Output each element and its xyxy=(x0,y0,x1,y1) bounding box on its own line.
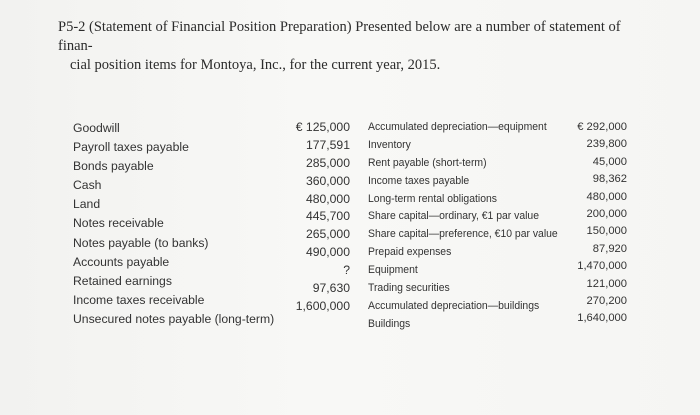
item-label: Equipment xyxy=(368,264,418,277)
left-item-labels xyxy=(73,119,274,329)
item-value: 270,200 xyxy=(586,294,627,307)
item-label: Long-term rental obligations xyxy=(368,192,497,205)
item-value: 87,920 xyxy=(592,242,627,255)
item-label: Trading securities xyxy=(368,282,450,295)
item-value: 98,362 xyxy=(592,173,627,186)
problem-text-line-1: Presented below are a number of statement of finan- xyxy=(58,19,621,54)
item-value: 445,700 xyxy=(305,209,350,224)
item-label: Unsecured notes payable (long-term) xyxy=(73,311,275,326)
left-item-values xyxy=(268,119,350,316)
problem-text-line-2: cial position items for Montoya, Inc., for the current year, 2015. xyxy=(70,57,441,73)
item-label: Rent payable (short-term) xyxy=(368,156,487,169)
item-value: 1,640,000 xyxy=(577,312,627,325)
item-label: Accumulated depreciation—equipment xyxy=(368,121,547,133)
item-value: 490,000 xyxy=(305,245,350,260)
item-label: Notes payable (to banks) xyxy=(73,235,209,250)
problem-title: (Statement of Financial Position Preparation) xyxy=(89,19,352,35)
item-value: 239,800 xyxy=(586,138,627,151)
item-value: 121,000 xyxy=(586,277,627,290)
item-value: 177,591 xyxy=(305,137,350,152)
problem-statement xyxy=(58,18,658,75)
item-label: Buildings xyxy=(368,317,411,330)
item-value: € 125,000 xyxy=(295,120,350,134)
item-value: 150,000 xyxy=(586,225,627,238)
item-value: ? xyxy=(343,263,350,278)
item-label: Goodwill xyxy=(73,121,120,135)
item-label: Land xyxy=(73,197,101,212)
item-label: Retained earnings xyxy=(73,273,172,288)
item-label: Prepaid expenses xyxy=(368,246,452,259)
item-value: 360,000 xyxy=(305,173,350,188)
item-value: 285,000 xyxy=(305,155,350,170)
item-value: 1,600,000 xyxy=(295,298,350,313)
item-value: 480,000 xyxy=(305,191,350,206)
item-label: Bonds payable xyxy=(73,159,154,174)
right-item-values xyxy=(555,119,627,328)
item-value: 45,000 xyxy=(592,155,627,168)
item-label: Notes receivable xyxy=(73,216,164,231)
problem-id: P5-2 xyxy=(58,19,86,35)
item-label: Income taxes receivable xyxy=(73,292,205,307)
item-value: 97,630 xyxy=(312,281,350,296)
item-label: Payroll taxes payable xyxy=(73,140,189,155)
item-value: 200,000 xyxy=(586,207,627,220)
item-label: Share capital—preference, €10 par value xyxy=(368,228,558,241)
item-label: Share capital—ordinary, €1 par value xyxy=(368,210,540,223)
item-value: 265,000 xyxy=(305,227,350,242)
item-value: 480,000 xyxy=(586,190,627,203)
right-item-labels xyxy=(368,119,558,334)
item-label: Cash xyxy=(73,178,102,193)
item-label: Accumulated depreciation—buildings xyxy=(368,299,540,312)
item-label: Inventory xyxy=(368,138,411,151)
item-label: Accounts payable xyxy=(73,254,170,269)
item-value: 1,470,000 xyxy=(577,260,627,273)
item-label: Income taxes payable xyxy=(368,174,470,187)
item-value: € 292,000 xyxy=(577,121,627,133)
